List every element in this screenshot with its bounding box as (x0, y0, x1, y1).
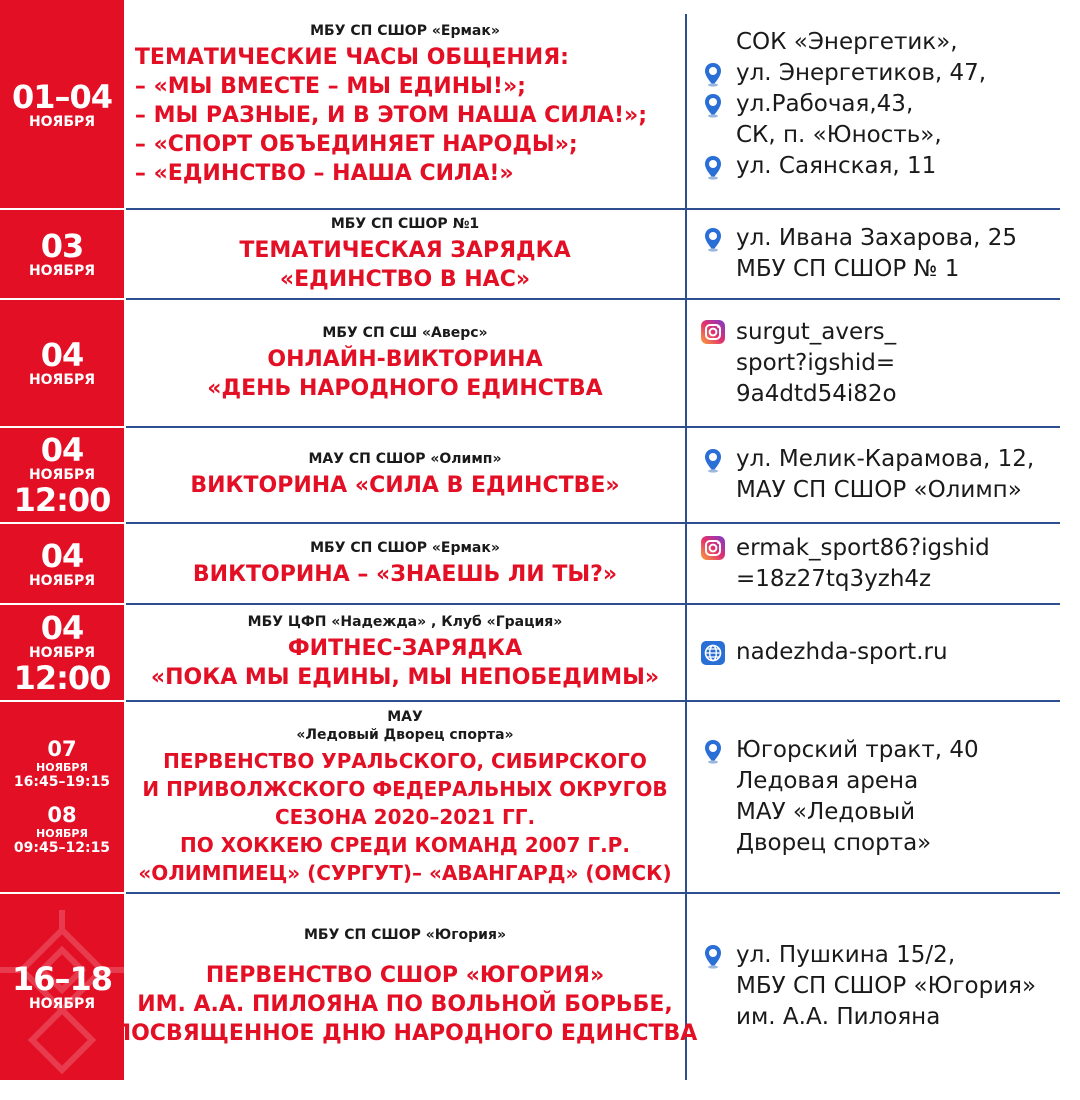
event-location (700, 604, 1076, 701)
location-line (700, 379, 1076, 410)
event-info (126, 523, 684, 604)
location-text: МАУ СП СШОР «Олимп» (736, 477, 1022, 503)
event-title-line: СЕЗОНА 2020–2021 ГГ. (274, 804, 536, 829)
location-pin-icon (700, 738, 726, 764)
location-line (700, 828, 1076, 859)
event-row (0, 299, 1080, 427)
location-text: Ледовая арена (736, 768, 919, 794)
event-date (0, 604, 124, 701)
event-title-line: ПЕРВЕНСТВО СШОР «ЮГОРИЯ» (205, 962, 605, 988)
event-organizer: МАУ СП СШОР «Олимп» (308, 451, 502, 467)
date-time: 12:00 (13, 481, 111, 519)
event-location (700, 893, 1076, 1100)
location-text[interactable]: surgut_avers_ (736, 318, 897, 345)
location-pin-icon (700, 154, 726, 180)
instagram-icon (700, 535, 726, 561)
location-pin-icon (700, 61, 726, 87)
event-title-line: «ЕДИНСТВО В НАС» (279, 266, 531, 292)
event-location (700, 523, 1076, 604)
event-date (0, 299, 124, 427)
event-location (700, 427, 1076, 523)
event-title-line: ПОСВЯЩЕННОЕ ДНЮ НАРОДНОГО ЕДИНСТВА (112, 1020, 698, 1046)
date-day: 07 (47, 737, 77, 761)
event-title (239, 236, 570, 294)
date-day: 04 (40, 431, 84, 469)
location-line[interactable] (700, 940, 1076, 971)
event-location (700, 701, 1076, 893)
event-title (190, 471, 619, 500)
date-day: 16–18 (11, 959, 113, 998)
event-info (126, 701, 684, 893)
date-day: 01–04 (11, 77, 113, 116)
location-text[interactable]: ermak_sport86?igshid (736, 534, 990, 561)
event-date (0, 0, 124, 209)
event-row (0, 604, 1080, 701)
location-line (700, 27, 1076, 58)
location-text: ул. Ивана Захарова, 25 (736, 225, 1017, 251)
event-title-line: ТЕМАТИЧЕСКАЯ ЗАРЯДКА (239, 237, 571, 263)
location-line[interactable] (700, 151, 1076, 182)
date-month: НОЯБРЯ (28, 644, 96, 661)
event-info (126, 0, 684, 209)
date-day: 08 (47, 803, 77, 827)
location-pin-icon (700, 943, 726, 969)
event-title (138, 747, 671, 887)
date-month: НОЯБРЯ (36, 827, 88, 840)
event-row (0, 523, 1080, 604)
event-date (0, 523, 124, 604)
event-title (207, 345, 602, 403)
event-info (126, 427, 684, 523)
date-day: 04 (40, 608, 84, 647)
location-line (700, 564, 1076, 595)
event-row (0, 0, 1080, 209)
location-text: ул. Мелик-Карамова, 12, (736, 446, 1035, 472)
location-text: СК, п. «Юность», (736, 122, 942, 148)
location-line[interactable] (700, 735, 1076, 766)
event-title-line: – «МЫ ВМЕСТЕ – МЫ ЕДИНЫ!»; (134, 73, 526, 99)
location-line[interactable] (700, 444, 1076, 475)
location-text: МБУ СП СШОР № 1 (736, 256, 960, 282)
event-title-line: – «ЕДИНСТВО – НАША СИЛА!» (134, 160, 514, 186)
location-line[interactable] (700, 317, 1076, 348)
event-location (700, 0, 1076, 209)
event-title (113, 961, 698, 1048)
location-line (700, 348, 1076, 379)
date-day: 04 (40, 536, 84, 575)
event-organizer: МБУ СП СШ «Аверс» (322, 324, 488, 341)
event-title-line: – «СПОРТ ОБЪЕДИНЯЕТ НАРОДЫ»; (134, 131, 578, 157)
event-row (0, 427, 1080, 523)
event-location (700, 209, 1076, 299)
date-month: НОЯБРЯ (36, 761, 88, 774)
event-date (0, 893, 124, 1080)
event-title-line: «ОЛИМПИЕЦ» (СУРГУТ)– «АВАНГАРД» (ОМСК) (138, 860, 672, 885)
instagram-icon (700, 319, 726, 345)
event-title-line: «ДЕНЬ НАРОДНОГО ЕДИНСТВА (207, 375, 603, 401)
date-month: НОЯБРЯ (28, 113, 96, 130)
date-month: НОЯБРЯ (28, 372, 96, 388)
location-text: sport?igshid= (736, 349, 896, 376)
location-text: Дворец спорта» (736, 830, 932, 856)
event-organizer: МБУ СП СШОР «Ермак» (310, 539, 500, 556)
location-pin-icon (700, 226, 726, 252)
location-text: ул. Энергетиков, 47, (736, 60, 987, 86)
location-line[interactable] (700, 89, 1076, 120)
location-line (700, 120, 1076, 151)
date-month: НОЯБРЯ (28, 467, 96, 483)
event-title-line: ИМ. А.А. ПИЛОЯНА ПО ВОЛЬНОЙ БОРЬБЕ, (137, 991, 673, 1017)
location-text: ул. Саянская, 11 (736, 153, 937, 179)
event-date (0, 427, 124, 523)
event-row (0, 893, 1080, 1080)
location-text: =18z27tq3yzh4z (736, 565, 932, 592)
location-text: СОК «Энергетик», (736, 29, 958, 55)
location-line[interactable] (700, 637, 1076, 668)
location-text: Югорский тракт, 40 (736, 737, 979, 763)
date-day: 03 (40, 227, 84, 265)
event-organizer: МАУ (387, 708, 423, 725)
event-title-line: ФИТНЕС-ЗАРЯДКА (287, 636, 523, 661)
date-month: НОЯБРЯ (28, 263, 96, 279)
event-title-line: – МЫ РАЗНЫЕ, И В ЭТОМ НАША СИЛА!»; (134, 102, 648, 128)
event-title-line: «ПОКА МЫ ЕДИНЫ, МЫ НЕПОБЕДИМЫ» (150, 665, 660, 690)
location-line (700, 766, 1076, 797)
event-title-line: ВИКТОРИНА «СИЛА В ЕДИНСТВЕ» (190, 473, 620, 498)
date-time: 09:45–12:15 (13, 840, 111, 856)
event-title-line: ТЕМАТИЧЕСКИЕ ЧАСЫ ОБЩЕНИЯ: (134, 44, 569, 70)
date-month: НОЯБРЯ (28, 572, 96, 589)
event-organizer: «Ледовый Дворец спорта» (296, 726, 514, 743)
location-line (700, 971, 1076, 1002)
event-title-line: ВИКТОРИНА – «ЗНАЕШЬ ЛИ ТЫ?» (192, 561, 618, 587)
date-day: 04 (40, 336, 84, 374)
event-date (0, 701, 124, 893)
event-organizer: МБУ СП СШОР «Югория» (303, 926, 506, 943)
location-line (700, 1002, 1076, 1033)
event-organizer: МБУ ЦФП «Надежда» , Клуб «Грация» (247, 614, 563, 630)
location-line[interactable] (700, 58, 1076, 89)
location-text: им. А.А. Пилояна (736, 1004, 941, 1030)
location-pin-icon (700, 447, 726, 473)
location-line (700, 797, 1076, 828)
event-info (112, 893, 698, 1080)
location-line[interactable] (700, 533, 1076, 564)
event-title (135, 43, 647, 188)
event-info (126, 299, 684, 427)
event-title-line: И ПРИВОЛЖСКОГО ФЕДЕРАЛЬНЫХ ОКРУГОВ (142, 776, 668, 801)
event-row (0, 209, 1080, 299)
event-date (0, 209, 124, 299)
event-title-line: ПО ХОККЕЮ СРЕДИ КОМАНД 2007 Г.Р. (180, 832, 630, 857)
date-time: 16:45–19:15 (13, 774, 111, 790)
date-month: НОЯБРЯ (28, 995, 96, 1012)
event-info (126, 604, 684, 701)
location-text: ул. Пушкина 15/2, (736, 942, 956, 968)
location-pin-icon (700, 92, 726, 118)
location-line (700, 475, 1076, 506)
location-text[interactable]: nadezhda-sport.ru (736, 639, 948, 665)
location-line (700, 254, 1076, 285)
location-line[interactable] (700, 223, 1076, 254)
globe-icon (700, 640, 726, 666)
location-text: МАУ «Ледовый (736, 799, 916, 825)
event-organizer: МБУ СП СШОР №1 (330, 215, 480, 232)
date-time: 12:00 (13, 658, 111, 697)
event-title-line: ПЕРВЕНСТВО УРАЛЬСКОГО, СИБИРСКОГО (163, 748, 647, 773)
location-text: МБУ СП СШОР «Югория» (736, 973, 1037, 999)
event-title (193, 560, 617, 589)
event-title (151, 634, 659, 692)
event-title-line: ОНЛАЙН-ВИКТОРИНА (267, 346, 543, 372)
event-info (126, 209, 684, 299)
location-text: 9a4dtd54i82o (736, 380, 897, 407)
location-text: ул.Рабочая,43, (736, 91, 914, 117)
event-location (700, 299, 1076, 427)
event-row (0, 701, 1080, 893)
event-organizer: МБУ СП СШОР «Ермак» (310, 22, 500, 39)
